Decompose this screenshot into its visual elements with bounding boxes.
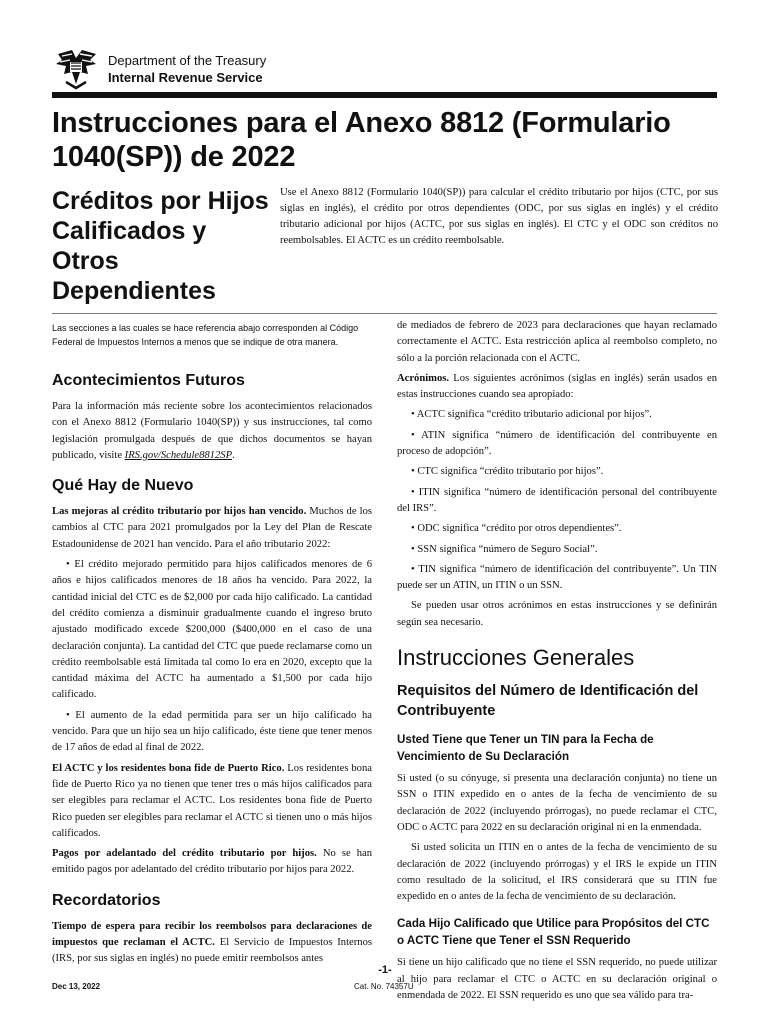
list-item: • ODC significa “crédito por otros dependientes”. [411, 523, 622, 535]
tin-due-date-heading: Usted Tiene que Tener un TIN para la Fecha de Vencimiento de Su Declaración [397, 733, 654, 764]
future-developments-text: Para la información más reciente sobre los acontecimientos relacionados con el Anexo 8812 (Formulario 1040(SP)) y sus instrucciones, tal como legislación promulgada después de que dichos documentos se hayan publicado, visite IRS.gov/Schedule8812SP. [52, 401, 372, 461]
agency-name: Internal Revenue Service [108, 70, 263, 85]
catalog-number: Cat. No. 74357U [354, 982, 414, 991]
intro-paragraph: Use el Anexo 8812 (Formulario 1040(SP)) para calcular el crédito tributario por hijos (CTC, por sus siglas en inglés), el crédito por otros dependientes (ODC, por sus siglas en inglés) y el crédito tributario adicional por hijos (ACTC, por sus siglas en inglés). El CTC y el ODC son créditos no reembolsables. El ACTC es un crédito reembolsable. [280, 187, 718, 246]
list-item: • ITIN significa “número de identificación personal del contribuyente del IRS”. [397, 486, 717, 514]
list-item: • TIN significa “número de identificación del contribuyente”. Un TIN puede ser un ATIN, un ITIN o un SSN. [397, 563, 717, 592]
right-column [397, 318, 717, 1008]
list-item: • ACTC significa “crédito tributario adicional por hijos”. [411, 409, 652, 421]
department-name: Department of the Treasury [108, 53, 267, 68]
whats-new-heading: Qué Hay de Nuevo [52, 477, 194, 495]
list-item: • ATIN significa “número de identificación del contribuyente en proceso de adopción”. [397, 429, 717, 458]
reminders-heading: Recordatorios [52, 891, 161, 909]
tin-paragraph: Si usted (o su cónyuge, si presenta una declaración conjunta) no tiene un SSN o ITIN expedido en o antes de la fecha de vencimiento de su declaración de 2022 (incluyendo prórrogas), no puede reclamar el CTC, ODC o ACTC para 2022 en su declaración original ni en la enmendada. [397, 773, 717, 833]
acronyms-text: Acrónimos. Los siguientes acrónimos (siglas en inglés) serán usados en estas instrucciones cuando sea apropiado: [397, 372, 717, 401]
qualifying-child-ssn-text: Si tiene un hijo calificado que no tiene el SSN requerido, no puede utilizar al hijo para reclamar el CTC o ACTC en su declaración original o enmendada de 2022. El SSN requerido es uno que sea válido para tra- [397, 957, 717, 1002]
document-title: Instrucciones para el Anexo 8812 (Formulario 1040(SP)) de 2022 [52, 107, 671, 173]
list-item: • SSN significa “número de Seguro Social”. [411, 543, 598, 555]
left-column [52, 318, 372, 972]
irs-eagle-logo-icon [52, 48, 100, 90]
continued-text: de mediados de febrero de 2023 para declaraciones que hayan reclamado correctamente el ACTC. Esta restricción aplica al reembolso completo, no sólo a la porción relacionada con el ACTC. [397, 320, 717, 364]
document-subtitle: Créditos por Hijos Calificados y Otros Dependientes [52, 187, 269, 305]
whats-new-text: Las mejoras al crédito tributario por hijos han vencido. Muchos de los cambios al CTC para 2021 promulgados por la Ley del Plan de Rescate Estadounidense de 2021 han vencido. Para el año tributario 2022: [52, 506, 372, 550]
general-instructions-heading: Instrucciones Generales [397, 645, 635, 671]
puerto-rico-text: El ACTC y los residentes bona fide de Puerto Rico. Los residentes bona fide de Puerto Rico ya no tienen que tener tres o más hijos calificados para ser elegibles para reclamar el ACTC. Los residentes bona fide de Puerto Rico pueden ser elegibles para reclamar el ACTC si tienen uno o más hijos calificados. [52, 762, 372, 839]
section-divider [52, 313, 717, 314]
revision-date: Dec 13, 2022 [52, 982, 101, 991]
qualifying-child-ssn-heading: Cada Hijo Calificado que Utilice para Propósitos del CTC o ACTC Tiene que Tener el SSN Requerido [397, 917, 710, 948]
list-item: • CTC significa “crédito tributario por hijos”. [411, 466, 604, 478]
page-number: -1- [378, 964, 392, 976]
header-rule [52, 92, 717, 98]
department-header [108, 52, 266, 86]
code-reference-note: Las secciones a las cuales se hace referencia abajo corresponden al Código Federal de Impuestos Internos a menos que se indique de otra manera. [52, 323, 359, 347]
schedule-8812sp-link[interactable]: IRS.gov/Schedule8812SP [124, 449, 233, 461]
itin-paragraph: Si usted solicita un ITIN en o antes de la fecha de vencimiento de su declaración de 2022 (incluyendo prórrogas) y el IRS le expide un ITIN como resultado de la solicitud, el IRS considerará que su ITIN fue expedido en o antes de la fecha de vencimiento de su declaración. [397, 842, 717, 903]
list-item: • El crédito mejorado permitido para hijos calificados menores de 6 años e hijos calificados menores de 18 años ha vencido. Para 2022, la cantidad inicial del CTC es de $2,000 por cada hijo calificado. La cantidad del crédito comienza a disminuir gradualmente cuando el ingreso bruto ajustado modificado excede $200,000 ($400,000 en el caso de una declaración conjunta). La cantidad del CTC que puede reclamarse como un crédito reembolsable está limitada tal como lo era en 2020, excepto que la cantidad máxima del ACTC ha aumentado a $1,500 por cada hijo calificado. [52, 559, 372, 701]
acronyms-more-text: Se pueden usar otros acrónimos en estas instrucciones y se definirán según sea necesario. [397, 600, 717, 628]
refund-wait-text: Tiempo de espera para recibir los reembolsos para declaraciones de impuestos que reclaman el ACTC. El Servicio de Impuestos Internos (IRS, por sus siglas en inglés) no puede emitir reembolsos antes [52, 920, 372, 965]
advance-payments-text: Pagos por adelantado del crédito tributario por hijos. No se han emitido pagos por adelantado del crédito tributario por hijos para 2022. [52, 848, 372, 876]
list-item: • El aumento de la edad permitida para ser un hijo calificado ha vencido. Para que un hijo sea un hijo calificado, éste tiene que tener menos de 17 años de edad al final de 2022. [52, 709, 372, 754]
future-developments-heading: Acontecimientos Futuros [52, 372, 245, 389]
tin-requirements-heading: Requisitos del Número de Identificación del Contribuyente [397, 683, 699, 720]
